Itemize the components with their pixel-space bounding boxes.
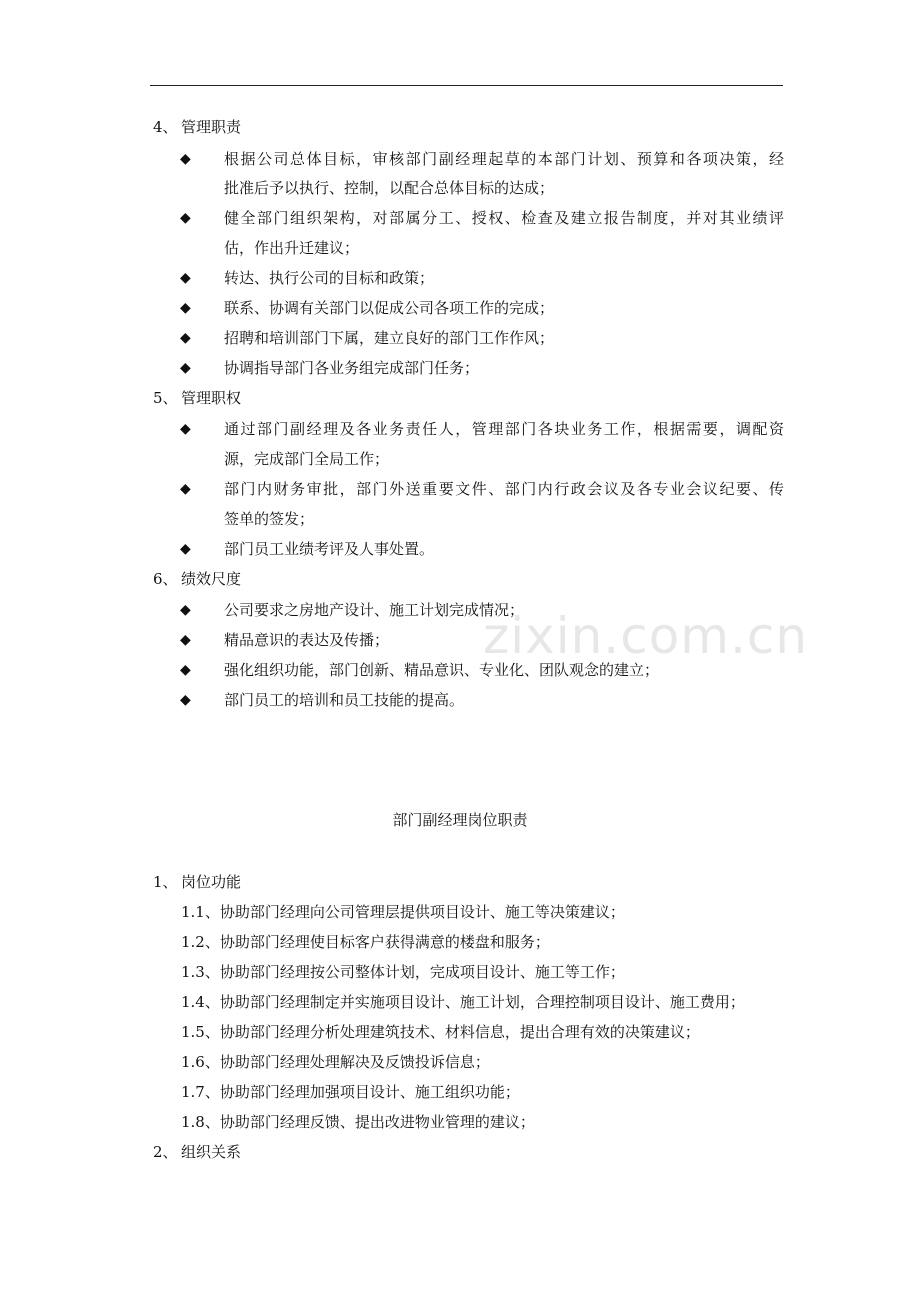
bullet-text: 协调指导部门各业务组完成部门任务； xyxy=(224,359,480,377)
bullet-text: 强化组织功能，部门创新、精品意识、专业化、团队观念的建立； xyxy=(224,661,660,679)
bullet-text: 根据公司总体目标，审核部门副经理起草的本部门计划、预算和各项决策，经 xyxy=(224,150,784,168)
bullet-text: 健全部门组织架构，对部属分工、授权、检查及建立报告制度，并对其业绩评 xyxy=(224,209,784,227)
section-number: 4、 xyxy=(153,118,178,136)
diamond-bullet-icon: ◆ xyxy=(180,210,191,226)
bullet-text: 招聘和培训部门下属，建立良好的部门工作作风； xyxy=(224,329,555,347)
section-5-heading xyxy=(153,388,241,408)
list-item: 1.5、协助部门经理分析处理建筑技术、材料信息，提出合理有效的决策建议； xyxy=(181,1023,700,1041)
watermark: zixin.com.cn xyxy=(483,607,809,665)
diamond-bullet-icon: ◆ xyxy=(180,421,191,437)
section-title: 管理职责 xyxy=(181,118,242,136)
bullet-text: 部门员工业绩考评及人事处置。 xyxy=(224,540,435,558)
bullet-text: 转达、执行公司的目标和政策； xyxy=(224,269,435,287)
section-1-heading xyxy=(153,872,241,892)
diamond-bullet-icon: ◆ xyxy=(180,541,191,557)
section-2-heading xyxy=(153,1142,241,1162)
list-item: 1.4、协助部门经理制定并实施项目设计、施工计划，合理控制项目设计、施工费用； xyxy=(181,993,745,1011)
section-title: 岗位功能 xyxy=(181,873,242,891)
list-item: 1.8、协助部门经理反馈、提出改进物业管理的建议； xyxy=(181,1113,535,1131)
page-title: 部门副经理岗位职责 xyxy=(392,811,528,829)
diamond-bullet-icon: ◆ xyxy=(180,602,191,618)
bullet-text-continued: 批准后予以执行、控制，以配合总体目标的达成； xyxy=(224,179,555,197)
bullet-text: 部门内财务审批，部门外送重要文件、部门内行政会议及各专业会议纪要、传 xyxy=(224,480,784,498)
diamond-bullet-icon: ◆ xyxy=(180,300,191,316)
diamond-bullet-icon: ◆ xyxy=(180,270,191,286)
diamond-bullet-icon: ◆ xyxy=(180,692,191,708)
list-item: 1.7、协助部门经理加强项目设计、施工组织功能； xyxy=(181,1083,520,1101)
section-title: 组织关系 xyxy=(181,1143,242,1161)
diamond-bullet-icon: ◆ xyxy=(180,481,191,497)
bullet-text: 通过部门副经理及各业务责任人，管理部门各块业务工作，根据需要，调配资 xyxy=(224,420,784,438)
bullet-text: 部门员工的培训和员工技能的提高。 xyxy=(224,691,465,709)
bullet-text-continued: 估，作出升迁建议； xyxy=(224,239,360,257)
header-rule xyxy=(150,85,783,86)
bullet-text: 联系、协调有关部门以促成公司各项工作的完成； xyxy=(224,299,555,317)
diamond-bullet-icon: ◆ xyxy=(180,632,191,648)
list-item: 1.1、协助部门经理向公司管理层提供项目设计、施工等决策建议； xyxy=(181,903,625,921)
diamond-bullet-icon: ◆ xyxy=(180,360,191,376)
bullet-text-continued: 源，完成部门全局工作； xyxy=(224,450,390,468)
section-title: 管理职权 xyxy=(181,389,242,407)
diamond-bullet-icon: ◆ xyxy=(180,151,191,167)
section-title: 绩效尺度 xyxy=(181,570,242,588)
diamond-bullet-icon: ◆ xyxy=(180,330,191,346)
bullet-text: 精品意识的表达及传播； xyxy=(224,631,390,649)
list-item: 1.6、协助部门经理处理解决及反馈投诉信息； xyxy=(181,1053,490,1071)
bullet-text: 公司要求之房地产设计、施工计划完成情况； xyxy=(224,601,525,619)
section-4-heading xyxy=(153,117,241,137)
section-number: 6、 xyxy=(153,570,178,588)
section-number: 5、 xyxy=(153,389,178,407)
list-item: 1.2、协助部门经理使目标客户获得满意的楼盘和服务； xyxy=(181,933,550,951)
section-number: 1、 xyxy=(153,873,178,891)
section-6-heading xyxy=(153,569,241,589)
section-number: 2、 xyxy=(153,1143,178,1161)
bullet-text-continued: 签单的签发； xyxy=(224,510,315,528)
diamond-bullet-icon: ◆ xyxy=(180,662,191,678)
list-item: 1.3、协助部门经理按公司整体计划，完成项目设计、施工等工作； xyxy=(181,963,625,981)
